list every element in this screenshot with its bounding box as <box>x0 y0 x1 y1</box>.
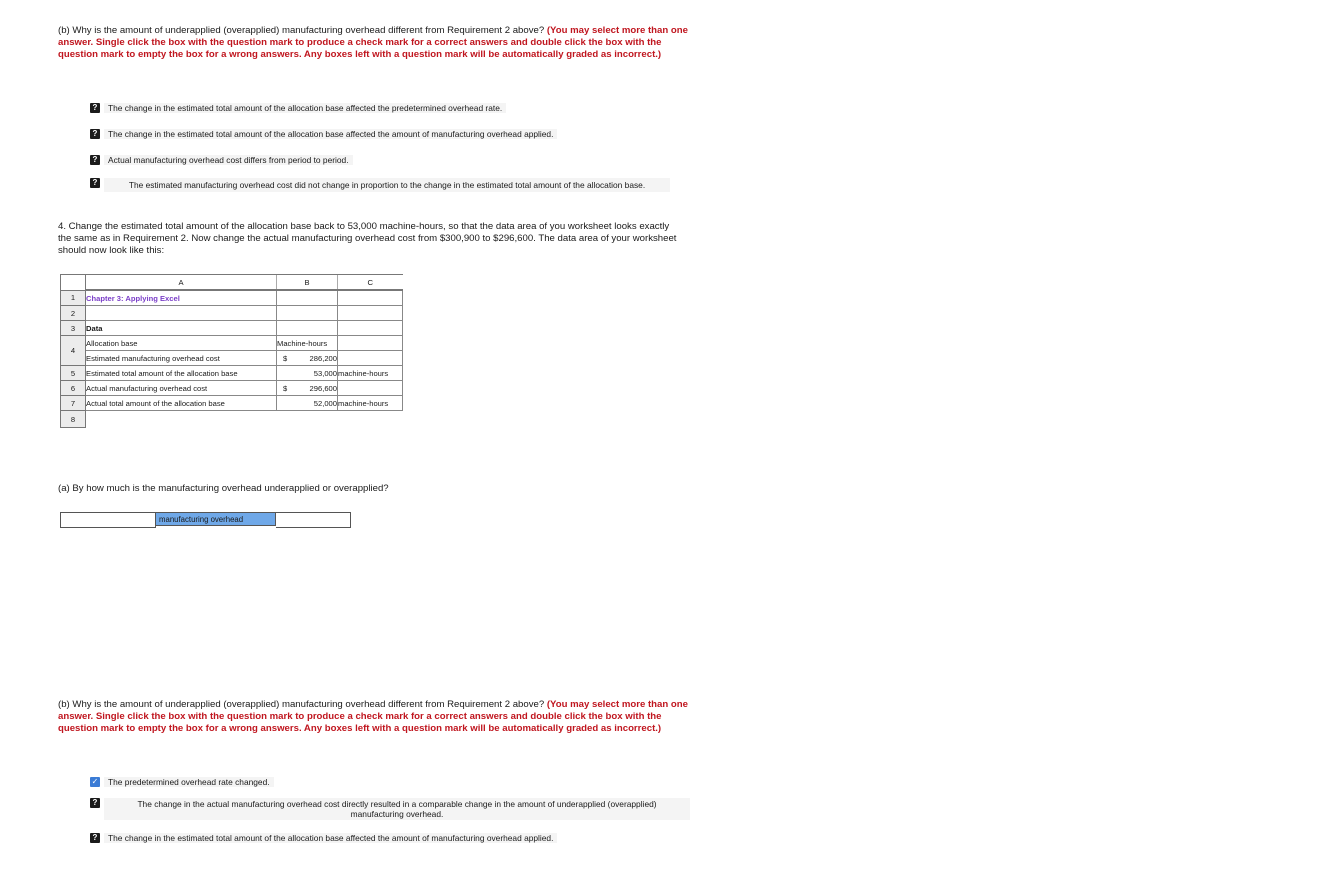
cell-b: Machine-hours <box>277 336 338 351</box>
worksheet-table <box>60 274 403 428</box>
currency-sign: $ <box>283 383 288 393</box>
checkbox-option[interactable] <box>90 833 557 843</box>
checkbox-option[interactable] <box>90 777 274 787</box>
question-text: (b) Why is the amount of underapplied (overapplied) manufacturing overhead different from Requirement 2 above? <box>58 699 545 710</box>
cell-a: Data <box>86 321 277 336</box>
row-number: 6 <box>61 381 86 396</box>
part-a-question: (a) By how much is the manufacturing overhead underapplied or overapplied? <box>58 483 389 494</box>
cell-a <box>86 306 277 321</box>
cell-a: Chapter 3: Applying Excel <box>86 290 277 306</box>
amount-input[interactable] <box>60 512 156 528</box>
option-label: The estimated manufacturing overhead cost did not change in proportion to the change in the estimated total amount of the allocation base. <box>104 178 670 192</box>
sheet-row <box>61 366 403 381</box>
question-mark-box-icon[interactable]: ? <box>90 178 100 188</box>
row-number: 3 <box>61 321 86 336</box>
row-number: 4 <box>61 336 86 366</box>
option-label: The change in the actual manufacturing overhead cost directly resulted in a comparable change in the amount of underapplied (overapplied) manufacturing overhead. <box>104 798 690 820</box>
question-mark-box-icon[interactable]: ? <box>90 798 100 808</box>
question-mark-box-icon[interactable]: ? <box>90 833 100 843</box>
column-header-c: C <box>338 275 403 291</box>
column-header-a: A <box>86 275 277 291</box>
cell-c: machine-hours <box>338 366 403 381</box>
currency-sign: $ <box>283 353 288 363</box>
instruction-text: (You may select more than one answer. Single click the box with the question mark to produce a check mark for a correct answers and double click the box with the question mark to empty the box for a wrong answers. Any boxes left with a question mark will be automatically graded as incorrect.) <box>58 699 688 734</box>
row-number: 1 <box>61 290 86 306</box>
part-b-top-question <box>58 25 688 61</box>
part-b-bottom-question <box>58 699 688 735</box>
sheet-row <box>61 336 403 351</box>
cell-b: 53,000 <box>277 366 338 381</box>
cell-a: Actual total amount of the allocation base <box>86 396 277 411</box>
cell-b <box>277 306 338 321</box>
checkbox-option[interactable] <box>90 155 353 165</box>
checkbox-option[interactable] <box>90 129 557 139</box>
sheet-row <box>61 290 403 306</box>
corner-cell <box>61 275 86 291</box>
sheet-row <box>61 306 403 321</box>
column-header-row <box>61 275 403 291</box>
row-number: 8 <box>61 411 86 428</box>
checkmark-box-icon[interactable]: ✓ <box>91 777 99 786</box>
cell-c <box>338 306 403 321</box>
sheet-row <box>61 321 403 336</box>
row-number: 2 <box>61 306 86 321</box>
cell-b <box>277 290 338 306</box>
cell-b <box>277 381 338 396</box>
option-label: The change in the estimated total amount of the allocation base affected the amount of manufacturing overhead applied. <box>104 129 557 139</box>
column-header-b: B <box>277 275 338 291</box>
cell-a: Estimated manufacturing overhead cost <box>86 351 277 366</box>
requirement-4-text: 4. Change the estimated total amount of the allocation base back to 53,000 machine-hours, so that the data area of you worksheet looks exactly the same as in Requirement 2. Now change the actual manufacturing overhead cost from $300,900 to $296,600. The data area of your worksheet should now look like this: <box>58 221 677 256</box>
cell-c <box>338 290 403 306</box>
cell-value: 296,600 <box>309 383 337 393</box>
underapplied-overapplied-select[interactable] <box>276 512 351 528</box>
option-label: The predetermined overhead rate changed. <box>104 777 274 787</box>
cell-value: 286,200 <box>309 353 337 363</box>
question-mark-box-icon[interactable]: ? <box>90 103 100 113</box>
sheet-row <box>61 351 403 366</box>
cell-b <box>277 321 338 336</box>
question-mark-box-icon[interactable]: ? <box>90 155 100 165</box>
cell-b <box>277 351 338 366</box>
cell-b: 52,000 <box>277 396 338 411</box>
empty-cell <box>86 411 403 428</box>
cell-a: Actual manufacturing overhead cost <box>86 381 277 396</box>
cell-c: machine-hours <box>338 396 403 411</box>
question-mark-box-icon[interactable]: ? <box>90 129 100 139</box>
row-number: 7 <box>61 396 86 411</box>
answer-row <box>60 512 351 528</box>
sheet-row <box>61 396 403 411</box>
option-label: The change in the estimated total amount of the allocation base affected the amount of manufacturing overhead applied. <box>104 833 557 843</box>
answer-label: manufacturing overhead <box>156 512 276 526</box>
sheet-row <box>61 381 403 396</box>
cell-c <box>338 381 403 396</box>
option-label: The change in the estimated total amount of the allocation base affected the predetermined overhead rate. <box>104 103 506 113</box>
checkbox-option[interactable] <box>90 178 670 192</box>
checkbox-option[interactable] <box>90 798 690 820</box>
cell-c <box>338 321 403 336</box>
row-number: 5 <box>61 366 86 381</box>
cell-c <box>338 336 403 351</box>
option-label: Actual manufacturing overhead cost differs from period to period. <box>104 155 353 165</box>
cell-a: Allocation base <box>86 336 277 351</box>
cell-a: Estimated total amount of the allocation base <box>86 366 277 381</box>
cell-c <box>338 351 403 366</box>
sheet-row <box>61 411 403 428</box>
instruction-text: (You may select more than one answer. Single click the box with the question mark to produce a check mark for a correct answers and double click the box with the question mark to empty the box for a wrong answers. Any boxes left with a question mark will be automatically graded as incorrect.) <box>58 25 688 60</box>
checkbox-option[interactable] <box>90 103 506 113</box>
question-text: (b) Why is the amount of underapplied (overapplied) manufacturing overhead different from Requirement 2 above? <box>58 25 545 36</box>
